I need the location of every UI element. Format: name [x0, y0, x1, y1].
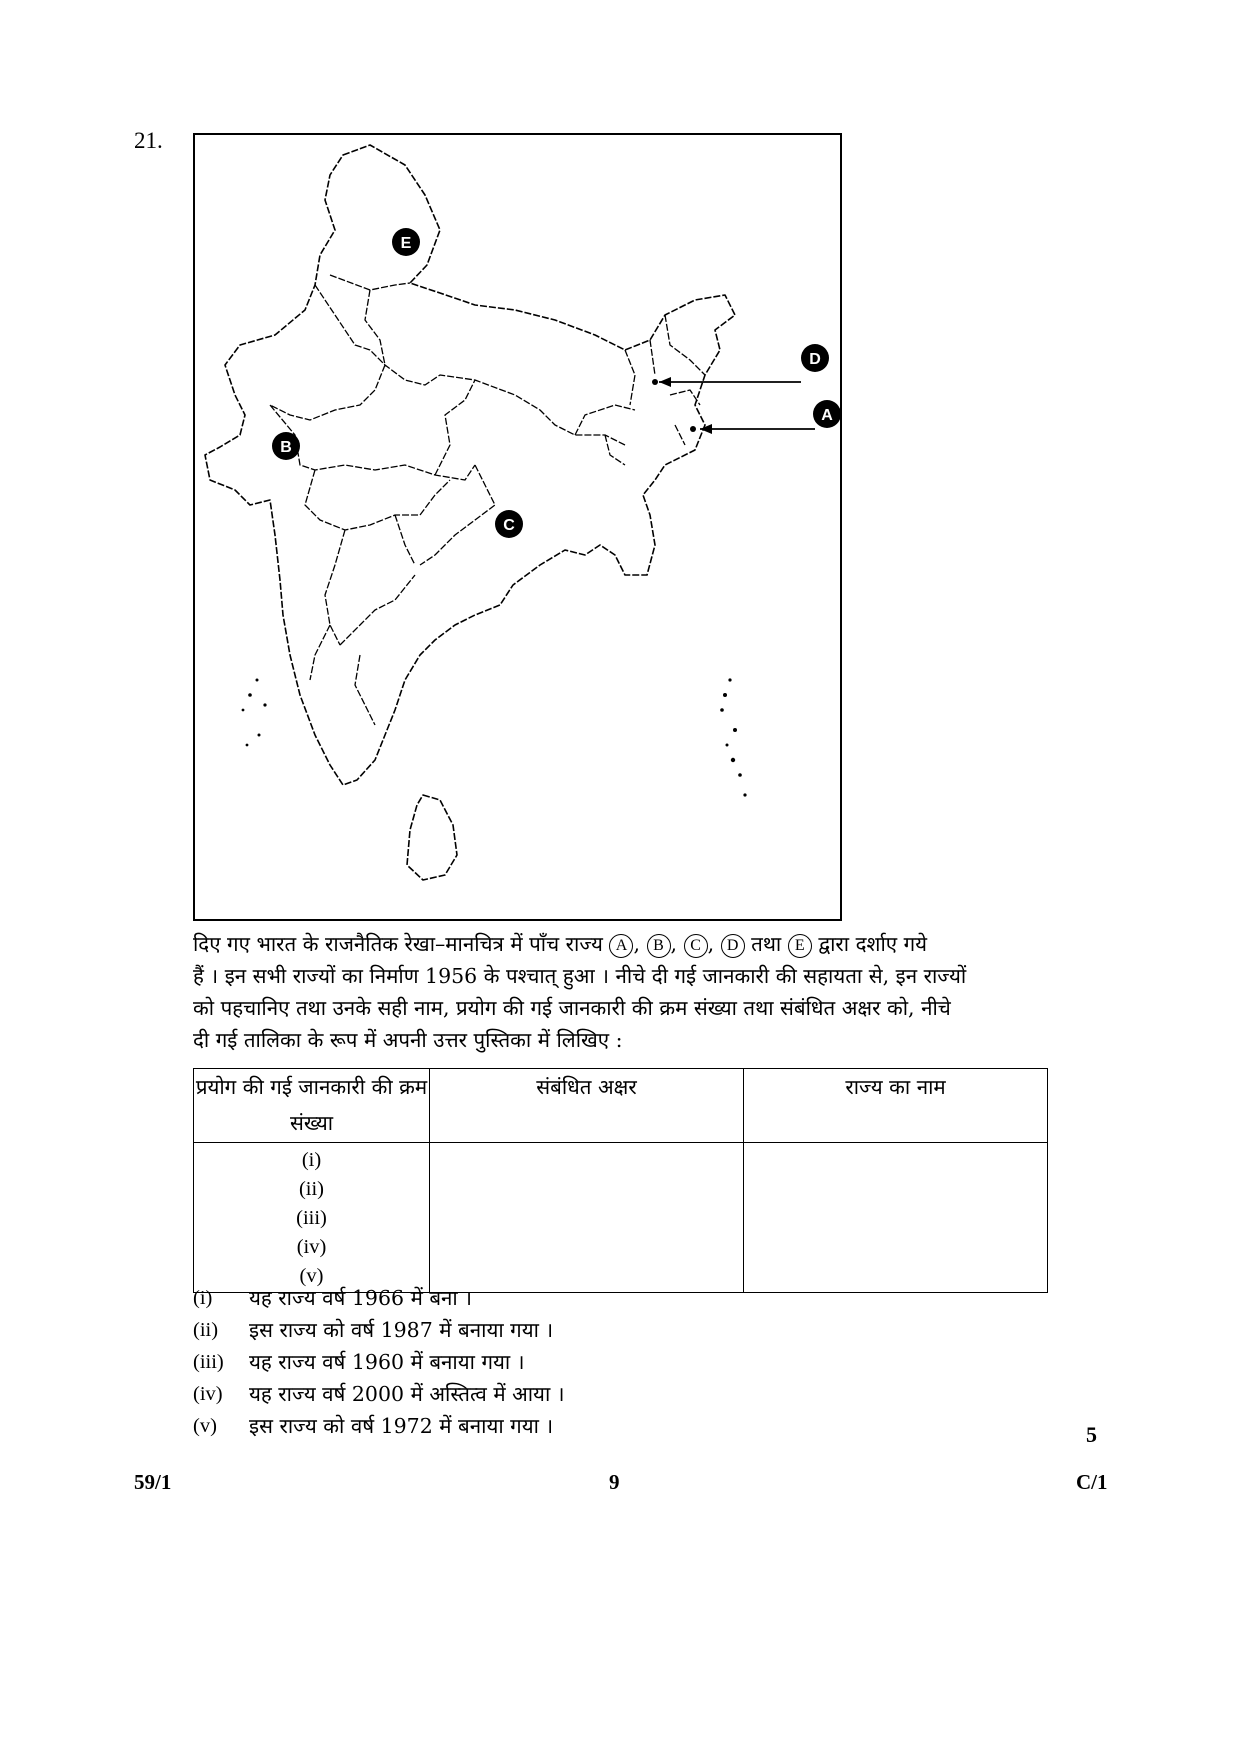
india-mainland-outline — [205, 145, 735, 785]
location-dots — [652, 377, 712, 434]
india-political-map — [193, 133, 842, 921]
sri-lanka-outline — [407, 795, 457, 880]
footer-paper-code: 59/1 — [134, 1470, 172, 1494]
marker-a-label: A — [821, 407, 833, 424]
clue-number: (v) — [193, 1415, 217, 1437]
circled-letter-e: E — [788, 934, 812, 958]
footer-page-number: 9 — [609, 1470, 620, 1494]
marker-b — [272, 432, 300, 460]
question-line-2: हैं । इन सभी राज्यों का निर्माण 1956 के पश्चात् हुआ । नीचे दी गई जानकारी की सहायता से, इन राज्यों — [193, 964, 967, 988]
question-text — [193, 928, 1048, 1056]
footer-set-code: C/1 — [1076, 1470, 1108, 1494]
marker-a — [813, 400, 841, 428]
clue-number: (iv) — [193, 1383, 223, 1405]
clue-text: इस राज्य को वर्ष 1987 में बनाया गया । — [249, 1318, 554, 1342]
marker-c — [495, 510, 523, 538]
clue-text: इस राज्य को वर्ष 1972 में बनाया गया । — [249, 1414, 554, 1438]
location-dot-d — [652, 379, 658, 385]
table-state-name-cell — [744, 1143, 1048, 1293]
circled-letter-a: A — [609, 934, 633, 958]
marker-e — [392, 228, 420, 256]
state-boundaries — [270, 275, 705, 725]
islands — [242, 678, 747, 796]
clue-number: (i) — [193, 1287, 213, 1309]
table-row-label: (ii) — [298, 1178, 325, 1200]
india-outline-map — [195, 135, 844, 923]
pointers — [659, 382, 815, 429]
marker-d-label: D — [809, 351, 821, 368]
circled-letter-c: C — [684, 934, 708, 958]
table-row-label: (iv) — [296, 1236, 327, 1258]
table-body-row — [194, 1143, 1048, 1293]
question-line-1: दिए गए भारत के राजनैतिक रेखा–मानचित्र में पाँच राज्य A , B , C , D तथा E द्वारा दर्शाए गये — [193, 932, 928, 956]
intro-and: तथा — [751, 932, 782, 956]
marker-b-label: B — [280, 439, 292, 456]
clue-text: यह राज्य वर्ष 1966 में बना । — [249, 1286, 473, 1310]
arrow-head-d — [659, 377, 671, 387]
intro-text-end: द्वारा दर्शाए गये — [818, 932, 928, 956]
question-line-3: को पहचानिए तथा उनके सही नाम, प्रयोग की गई जानकारी की क्रम संख्या तथा संबंधित अक्षर को, नीचे — [193, 996, 951, 1020]
marker-e-label: E — [400, 235, 412, 252]
circled-letter-d: D — [721, 934, 745, 958]
clue-text: यह राज्य वर्ष 2000 में अस्तित्व में आया । — [249, 1382, 565, 1406]
marks: 5 — [1086, 1422, 1097, 1447]
table-header-state-name: राज्य का नाम — [744, 1069, 1048, 1143]
marker-c-label: C — [503, 517, 515, 534]
table-serial-cell — [194, 1143, 430, 1293]
intro-text-start: दिए गए भारत के राजनैतिक रेखा–मानचित्र में पाँच राज्य — [193, 932, 603, 956]
table-row-label: (i) — [301, 1149, 322, 1171]
table-header-row — [194, 1069, 1048, 1143]
question-line-4: दी गई तालिका के रूप में अपनी उत्तर पुस्तिका में लिखिए : — [193, 1028, 623, 1052]
location-dot-a — [690, 426, 696, 432]
marker-d — [801, 344, 829, 372]
clue-text: यह राज्य वर्ष 1960 में बनाया गया । — [249, 1350, 525, 1374]
table-header-serial: प्रयोग की गई जानकारी की क्रम संख्या — [194, 1069, 430, 1143]
table-header-letter: संबंधित अक्षर — [430, 1069, 744, 1143]
table-row-label: (iii) — [296, 1207, 327, 1229]
clue-number: (iii) — [193, 1351, 224, 1373]
clue-number: (ii) — [193, 1319, 219, 1341]
question-number: 21. — [134, 128, 163, 153]
table-row-label: (v) — [299, 1265, 324, 1287]
circled-letter-b: B — [647, 934, 671, 958]
answer-table — [193, 1068, 1048, 1293]
table-letter-cell — [430, 1143, 744, 1293]
